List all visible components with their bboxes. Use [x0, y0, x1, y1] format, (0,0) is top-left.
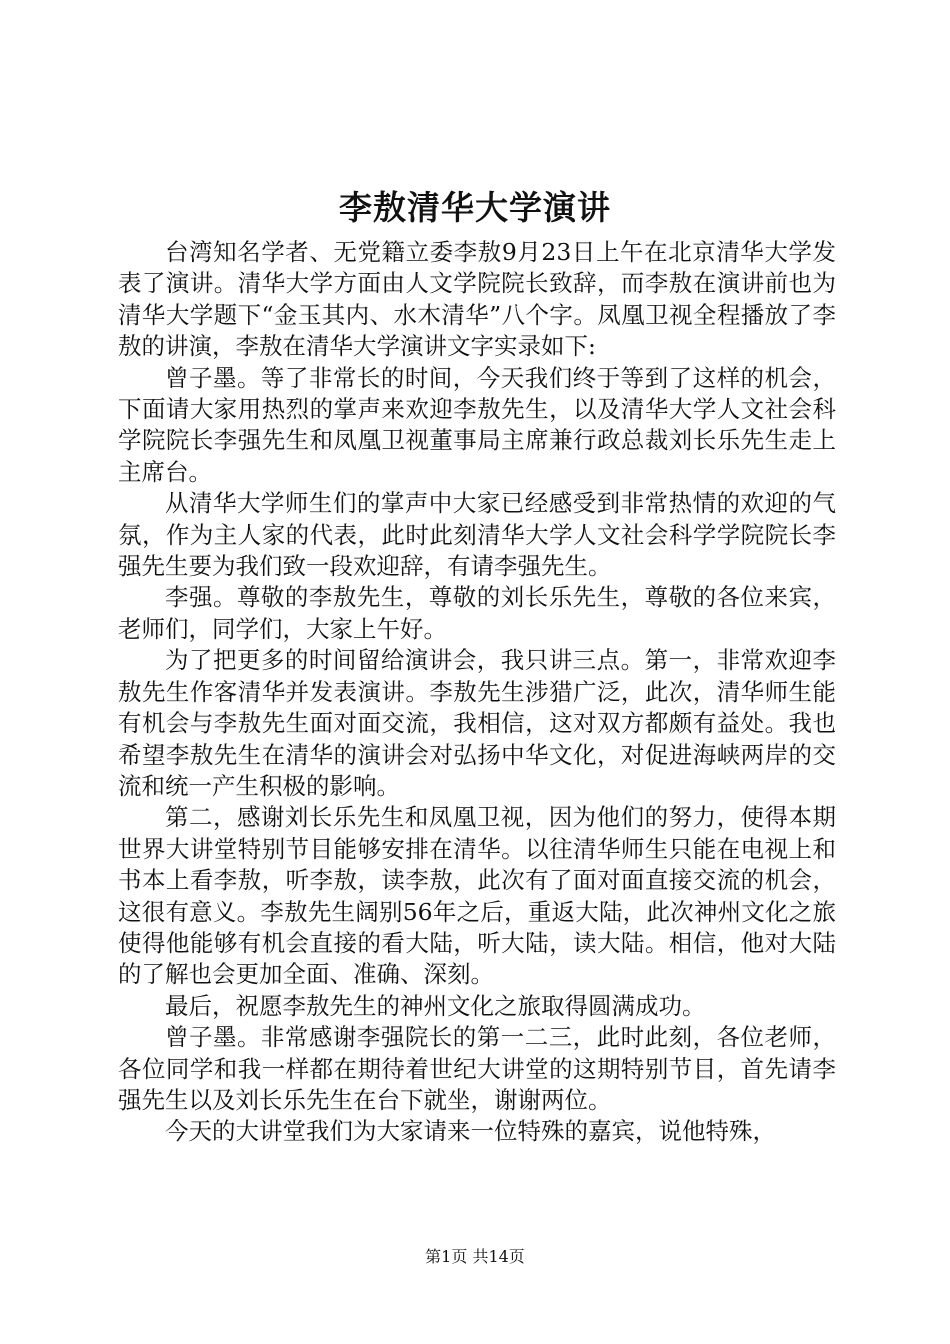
paragraph: 第二，感谢刘长乐先生和凤凰卫视，因为他们的努力，使得本期世界大讲堂特别节目能够安排在清华。以往清华师生只能在电视上和书本上看李敖，听李敖，读李敖，此次有了面对面直接交流的机会，这很有意义。李敖先生阔别56年之后，重返大陆，此次神州文化之旅使得他能够有机会直接的看大陆，听大陆，读大陆。相信，他对大陆的了解也会更加全面、准确、深刻。	[118, 803, 836, 989]
paragraph: 曾子墨。非常感谢李强院长的第一二三，此时此刻，各位老师，各位同学和我一样都在期待着世纪大讲堂的这期特别节目，首先请李强先生以及刘长乐先生在台下就坐，谢谢两位。	[118, 1023, 836, 1114]
paragraph: 曾子墨。等了非常长的时间，今天我们终于等到了这样的机会，下面请大家用热烈的掌声来欢迎李敖先生，以及清华大学人文社会科学院院长李强先生和凤凰卫视董事局主席兼行政总裁刘长乐先生走上主席台。	[118, 363, 836, 486]
paragraph: 今天的大讲堂我们为大家请来一位特殊的嘉宾，说他特殊，	[165, 1117, 776, 1146]
paragraph: 从清华大学师生们的掌声中大家已经感受到非常热情的欢迎的气氛，作为主人家的代表，此时此刻清华大学人文社会科学学院院长李强先生要为我们致一段欢迎辞，有请李强先生。	[118, 489, 836, 581]
paragraph: 台湾知名学者、无党籍立委李敖9月23日上午在北京清华大学发表了演讲。清华大学方面由人文学院院长致辞，而李敖在演讲前也为清华大学题下“金玉其内、水木清华”八个字。凤凰卫视全程播放了李敖的讲演，李敖在清华大学演讲文字实录如下:	[118, 238, 836, 361]
document-title: 李敖清华大学演讲	[339, 188, 611, 227]
document-body	[118, 237, 836, 1148]
paragraph: 李强。尊敬的李敖先生，尊敬的刘长乐先生，尊敬的各位来宾，老师们，同学们，大家上午好。	[118, 583, 836, 643]
paragraph: 最后，祝愿李敖先生的神州文化之旅取得圆满成功。	[165, 991, 706, 1020]
paragraph: 为了把更多的时间留给演讲会，我只讲三点。第一，非常欢迎李敖先生作客清华并发表演讲。李敖先生涉猎广泛，此次，清华师生能有机会与李敖先生面对面交流，我相信，这对双方都颇有益处。我也希望李敖先生在清华的演讲会对弘扬中华文化，对促进海峡两岸的交流和统一产生积极的影响。	[118, 646, 836, 800]
page-number-footer: 第1页 共14页	[425, 1247, 525, 1266]
